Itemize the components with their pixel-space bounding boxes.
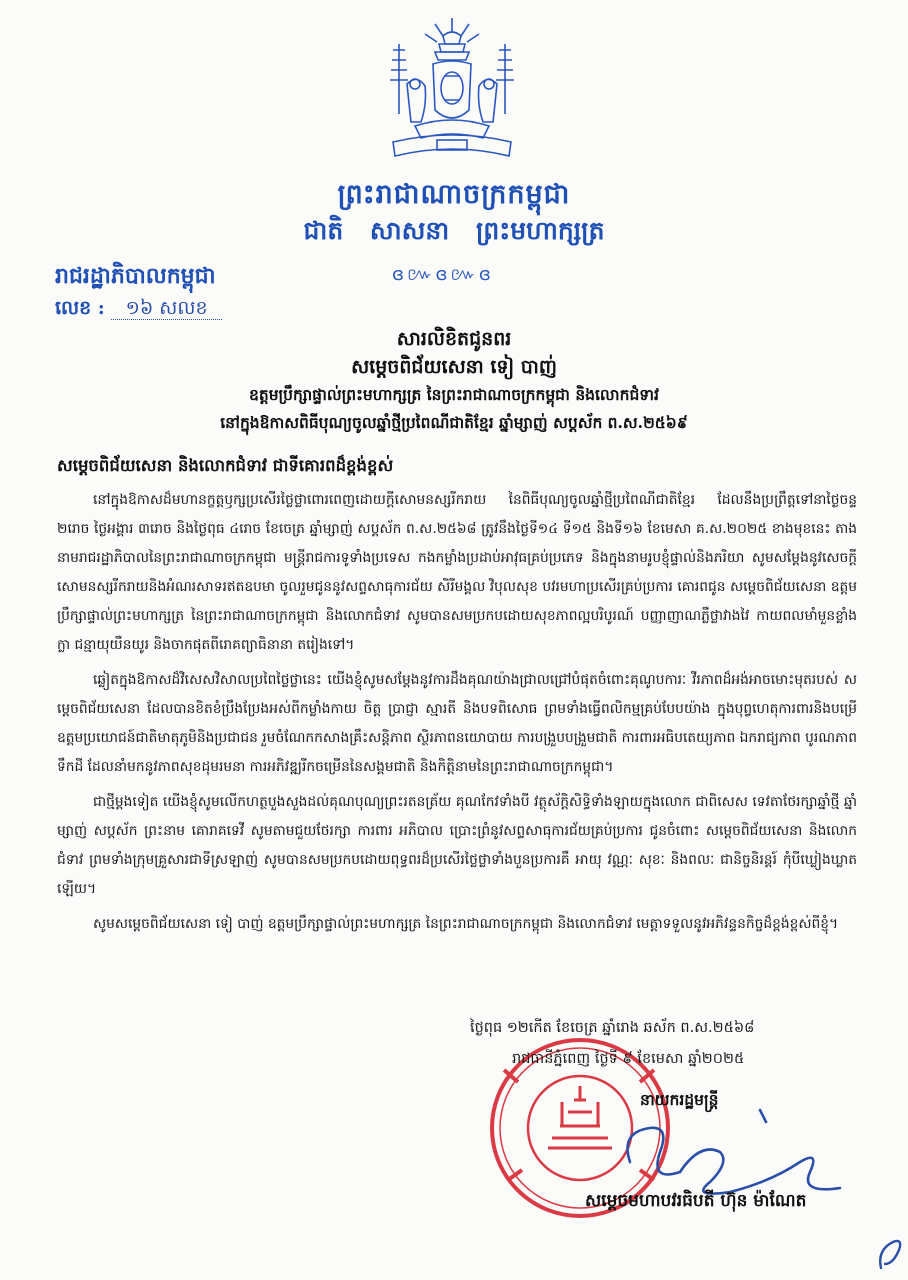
occasion-line: នៅក្នុងឱកាសពិធីបុណ្យចូលឆ្នាំថ្មីប្រពៃណីជាតិខ្មែរ ឆ្នាំម្សាញ់ សប្តស័ក ព.ស.២៥៦៩ <box>220 413 688 432</box>
lunar-date-line: ថ្ងៃពុធ ១២កើត ខែចេត្រ ឆ្នាំរោង ឆស័ក ព.ស.២៥៦៨ <box>470 1020 755 1036</box>
letter-title: សារលិខិតជូនពរ <box>396 328 512 350</box>
letter-title-block <box>40 325 868 437</box>
ornament-divider: ɞ៚ɞ៚ɞ <box>392 264 494 285</box>
recipient-title: ឧត្តមប្រឹក្សាផ្ទាល់ព្រះមហាក្សត្រ នៃព្រះរាជាណាចក្រកម្ពុជា និងលោកជំទាវ <box>249 385 659 404</box>
letter-body <box>57 486 857 945</box>
body-paragraph: ឆ្លៀតក្នុងឱកាសដ៏វិសេសវិសាលប្រពៃថ្លៃថ្លានេះ យើងខ្ញុំសូមសម្តែងនូវការដឹងគុណយ៉ាងជ្រាលជ្រៅបំផុតចំពោះគុណូបការៈ វីរភាពដ៏អង់អាចមោះមុតរបស់ សម្តេចពិជ័យសេនា ដែលបានខិតខំប្រឹងប្រែងអស់ពីកម្លាំងកាយ ចិត្ត ប្រាជ្ញា ស្មារតី និងបទពិសោធ ព្រមទាំងធ្វើពលិកម្មគ្រប់បែបយ៉ាង ក្នុងបុព្វហេតុការពារនិងបម្រើឧត្តមប្រយោជន៍ជាតិមាតុភូមិនិងប្រជាជន រួមចំណែកកសាងគ្រឹះសន្តិភាព ស្ថិរភាពនយោបាយ ការបង្រួបបង្រួមជាតិ ការពារអធិបតេយ្យភាព ឯករាជ្យភាព បូរណភាពទឹកដី ដែលនាំមកនូវភាពសុខដុមរមនា ការអភិវឌ្ឍរីកចម្រើននៃសង្គមជាតិ និងកិត្តិនាមនៃព្រះរាជាណាចក្រកម្ពុជា។ <box>57 672 857 775</box>
reference-value: ១៦ សលខ <box>111 297 221 320</box>
reference-number <box>55 296 222 324</box>
recipient-name: សម្តេចពិជ័យសេនា ទៀ បាញ់ <box>351 356 557 378</box>
signatory-name: សម្តេចមហាបវរធិបតី ហ៊ុន ម៉ាណែត <box>585 1191 807 1211</box>
salutation: សម្តេចពិជ័យសេនា និងលោកជំទាវ ជាទីគោរពដ៏ខ្ពង់ខ្ពស់ <box>57 456 394 475</box>
royal-coat-of-arms-icon <box>363 14 541 166</box>
body-paragraph: ជាថ្មីម្តងទៀត យើងខ្ញុំសូមលើកហត្ថបួងសួងដល់គុណបុណ្យព្រះរតនត្រ័យ គុណកែវទាំងបី វត្ថុស័ក្តិសិទ្ធិទាំងឡាយក្នុងលោក ជាពិសេស ទេវតាថែរក្សាឆ្នាំថ្មី ឆ្នាំម្សាញ់ សប្តស័ក ព្រះនាម គោរាគទេវី សូមតាមជួយថែរក្សា ការពារ អភិបាល ប្រោះព្រំនូវសព្ទសាធុការជ័យគ្រប់ប្រការ ជូនចំពោះ សម្តេចពិជ័យសេនា និងលោកជំទាវ ព្រមទាំងក្រុមគ្រួសារជាទីស្រឡាញ់ សូមបានសមប្រកបដោយពុទ្ធពរដ៏ប្រសើរថ្លៃថ្លាទាំងបួនប្រការគឺ អាយុ វណ្ណៈ សុខៈ និងពលៈ ជានិច្ចនិរន្តរ៍ កុំបីឃ្លៀងឃ្លាតឡើយ។ <box>57 794 857 897</box>
signatory-role: នាយករដ្ឋមន្ត្រី <box>640 1090 719 1109</box>
reference-label: លេខ : <box>55 297 105 319</box>
national-motto: ជាតិ សាសនា ព្រះមហាក្សត្រ <box>303 216 605 245</box>
place-and-date: រាជធានីភ្នំពេញ ថ្ងៃទី ៩ ខែមេសា ឆ្នាំ២០២៥ <box>512 1051 745 1067</box>
issuing-authority: រាជរដ្ឋាភិបាលកម្ពុជា <box>55 263 216 289</box>
page-number-mark-icon <box>873 1234 907 1274</box>
body-paragraph: សូមសម្តេចពិជ័យសេនា ទៀ បាញ់ ឧត្តមប្រឹក្សាផ្ទាល់ព្រះមហាក្សត្រ នៃព្រះរាជាណាចក្រកម្ពុជា និងលោកជំទាវ មេត្តាទទួលនូវអភិវន្ទនកិច្ចដ៏ខ្ពង់ខ្ពស់ពីខ្ញុំ។ <box>93 916 839 932</box>
body-paragraph: នៅក្នុងឱកាសដ៏មហានក្ខត្តឫក្សប្រសើរថ្លៃថ្លាពោរពេញដោយក្តីសោមនស្សរីករាយ នៃពិធីបុណ្យចូលឆ្នាំថ្មីប្រពៃណីជាតិខ្មែរ ដែលនឹងប្រព្រឹត្តទៅនាថ្ងៃចន្ទ ២រោច ថ្ងៃអង្គារ ៣រោច និងថ្ងៃពុធ ៤រោច ខែចេត្រ ឆ្នាំម្សាញ់ សប្តស័ក ព.ស.២៥៦៨ ត្រូវនឹងថ្ងៃទី១៤ ទី១៥ និងទី១៦ ខែមេសា គ.ស.២០២៥ ខាងមុខនេះ តាងនាមរាជរដ្ឋាភិបាលនៃព្រះរាជាណាចក្រកម្ពុជា មន្ត្រីរាជការទូទាំងប្រទេស កងកម្លាំងប្រដាប់អាវុធគ្រប់ប្រភេទ និងក្នុងនាមរូបខ្ញុំផ្ទាល់និងភរិយា សូមសម្តែងនូវសេចក្តីសោមនស្សរីករាយនិងអំណរសាទរឥតឧបមា ចូលរួមជូននូវសព្ទសាធុការជ័យ សិរីមង្គល វិបុលសុខ បវរមហាប្រសើរគ្រប់ប្រការ គោរពជូន សម្តេចពិជ័យសេនា ឧត្តមប្រឹក្សាផ្ទាល់ព្រះមហាក្សត្រ នៃព្រះរាជាណាចក្រកម្ពុជា និងលោកជំទាវ សូមបានសមប្រកបដោយសុខភាពល្អបរិបូរណ៍ បញ្ញាញាណភ្លឺថ្លាវាងវៃ កាយពលមាំមួនខ្លាំងក្លា ជន្មាយុយឺនយូរ និងចាកផុតពីរោគព្យាធិនានា តរៀងទៅ។ <box>57 492 857 653</box>
kingdom-heading: ព្រះរាជាណាចក្រកម្ពុជា <box>337 179 571 210</box>
